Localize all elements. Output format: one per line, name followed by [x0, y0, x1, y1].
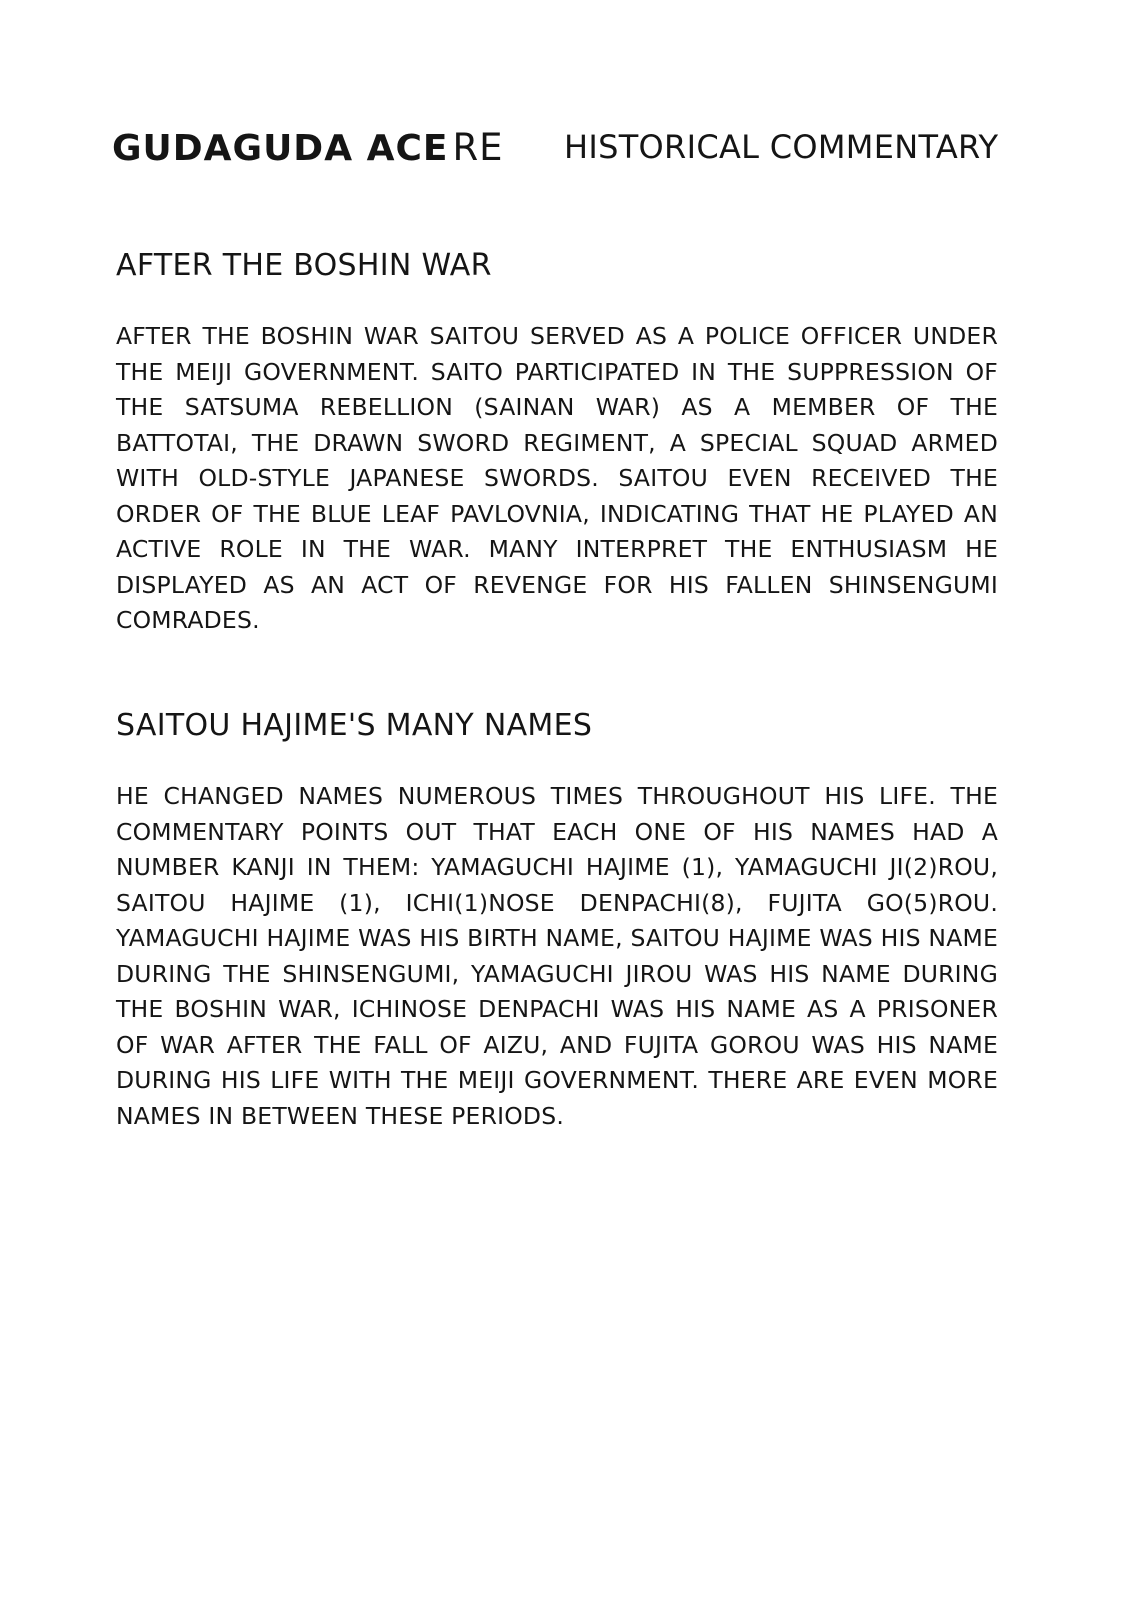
page-title: HISTORICAL COMMENTARY: [564, 128, 999, 166]
section-many-names: [116, 708, 998, 1134]
section-heading: SAITOU HAJIME'S MANY NAMES: [116, 708, 593, 743]
logo-main-text: GUDAGUDA ACE: [112, 128, 449, 169]
logo-suffix-text: RE: [452, 126, 504, 169]
section-body: HE CHANGED NAMES NUMEROUS TIMES THROUGHOUT HIS LIFE. THE COMMENTARY POINTS OUT THAT EACH ONE OF HIS NAMES HAD A NUMBER KANJI IN THEM: YAMAGUCHI HAJIME (1), YAMAGUCHI JI(2)ROU, SAITOU HAJIME (1), ICHI(1)NOSE DENPACHI(8), FUJITA GO(5)ROU. YAMAGUCHI HAJIME WAS HIS BIRTH NAME, SAITOU HAJIME WAS HIS NAME DURING THE SHINSENGUMI, YAMAGUCHI JIROU WAS HIS NAME DURING THE BOSHIN WAR, ICHINOSE DENPACHI WAS HIS NAME AS A PRISONER OF WAR AFTER THE FALL OF AIZU, AND FUJITA GOROU WAS HIS NAME DURING HIS LIFE WITH THE MEIJI GOVERNMENT. THERE ARE EVEN MORE NAMES IN BETWEEN THESE PERIODS.: [116, 782, 998, 1130]
section-after-boshin-war: [116, 248, 998, 639]
section-body: AFTER THE BOSHIN WAR SAITOU SERVED AS A POLICE OFFICER UNDER THE MEIJI GOVERNMENT. SAITO PARTICIPATED IN THE SUPPRESSION OF THE SATSUMA REBELLION (SAINAN WAR) AS A MEMBER OF THE BATTOTAI, THE DRAWN SWORD REGIMENT, A SPECIAL SQUAD ARMED WITH OLD-STYLE JAPANESE SWORDS. SAITOU EVEN RECEIVED THE ORDER OF THE BLUE LEAF PAVLOVNIA, INDICATING THAT HE PLAYED AN ACTIVE ROLE IN THE WAR. MANY INTERPRET THE ENTHUSIASM HE DISPLAYED AS AN ACT OF REVENGE FOR HIS FALLEN SHINSENGUMI COMRADES.: [116, 322, 998, 634]
series-logo: [112, 126, 504, 169]
page-header: [112, 124, 1012, 184]
section-heading: AFTER THE BOSHIN WAR: [116, 248, 492, 283]
